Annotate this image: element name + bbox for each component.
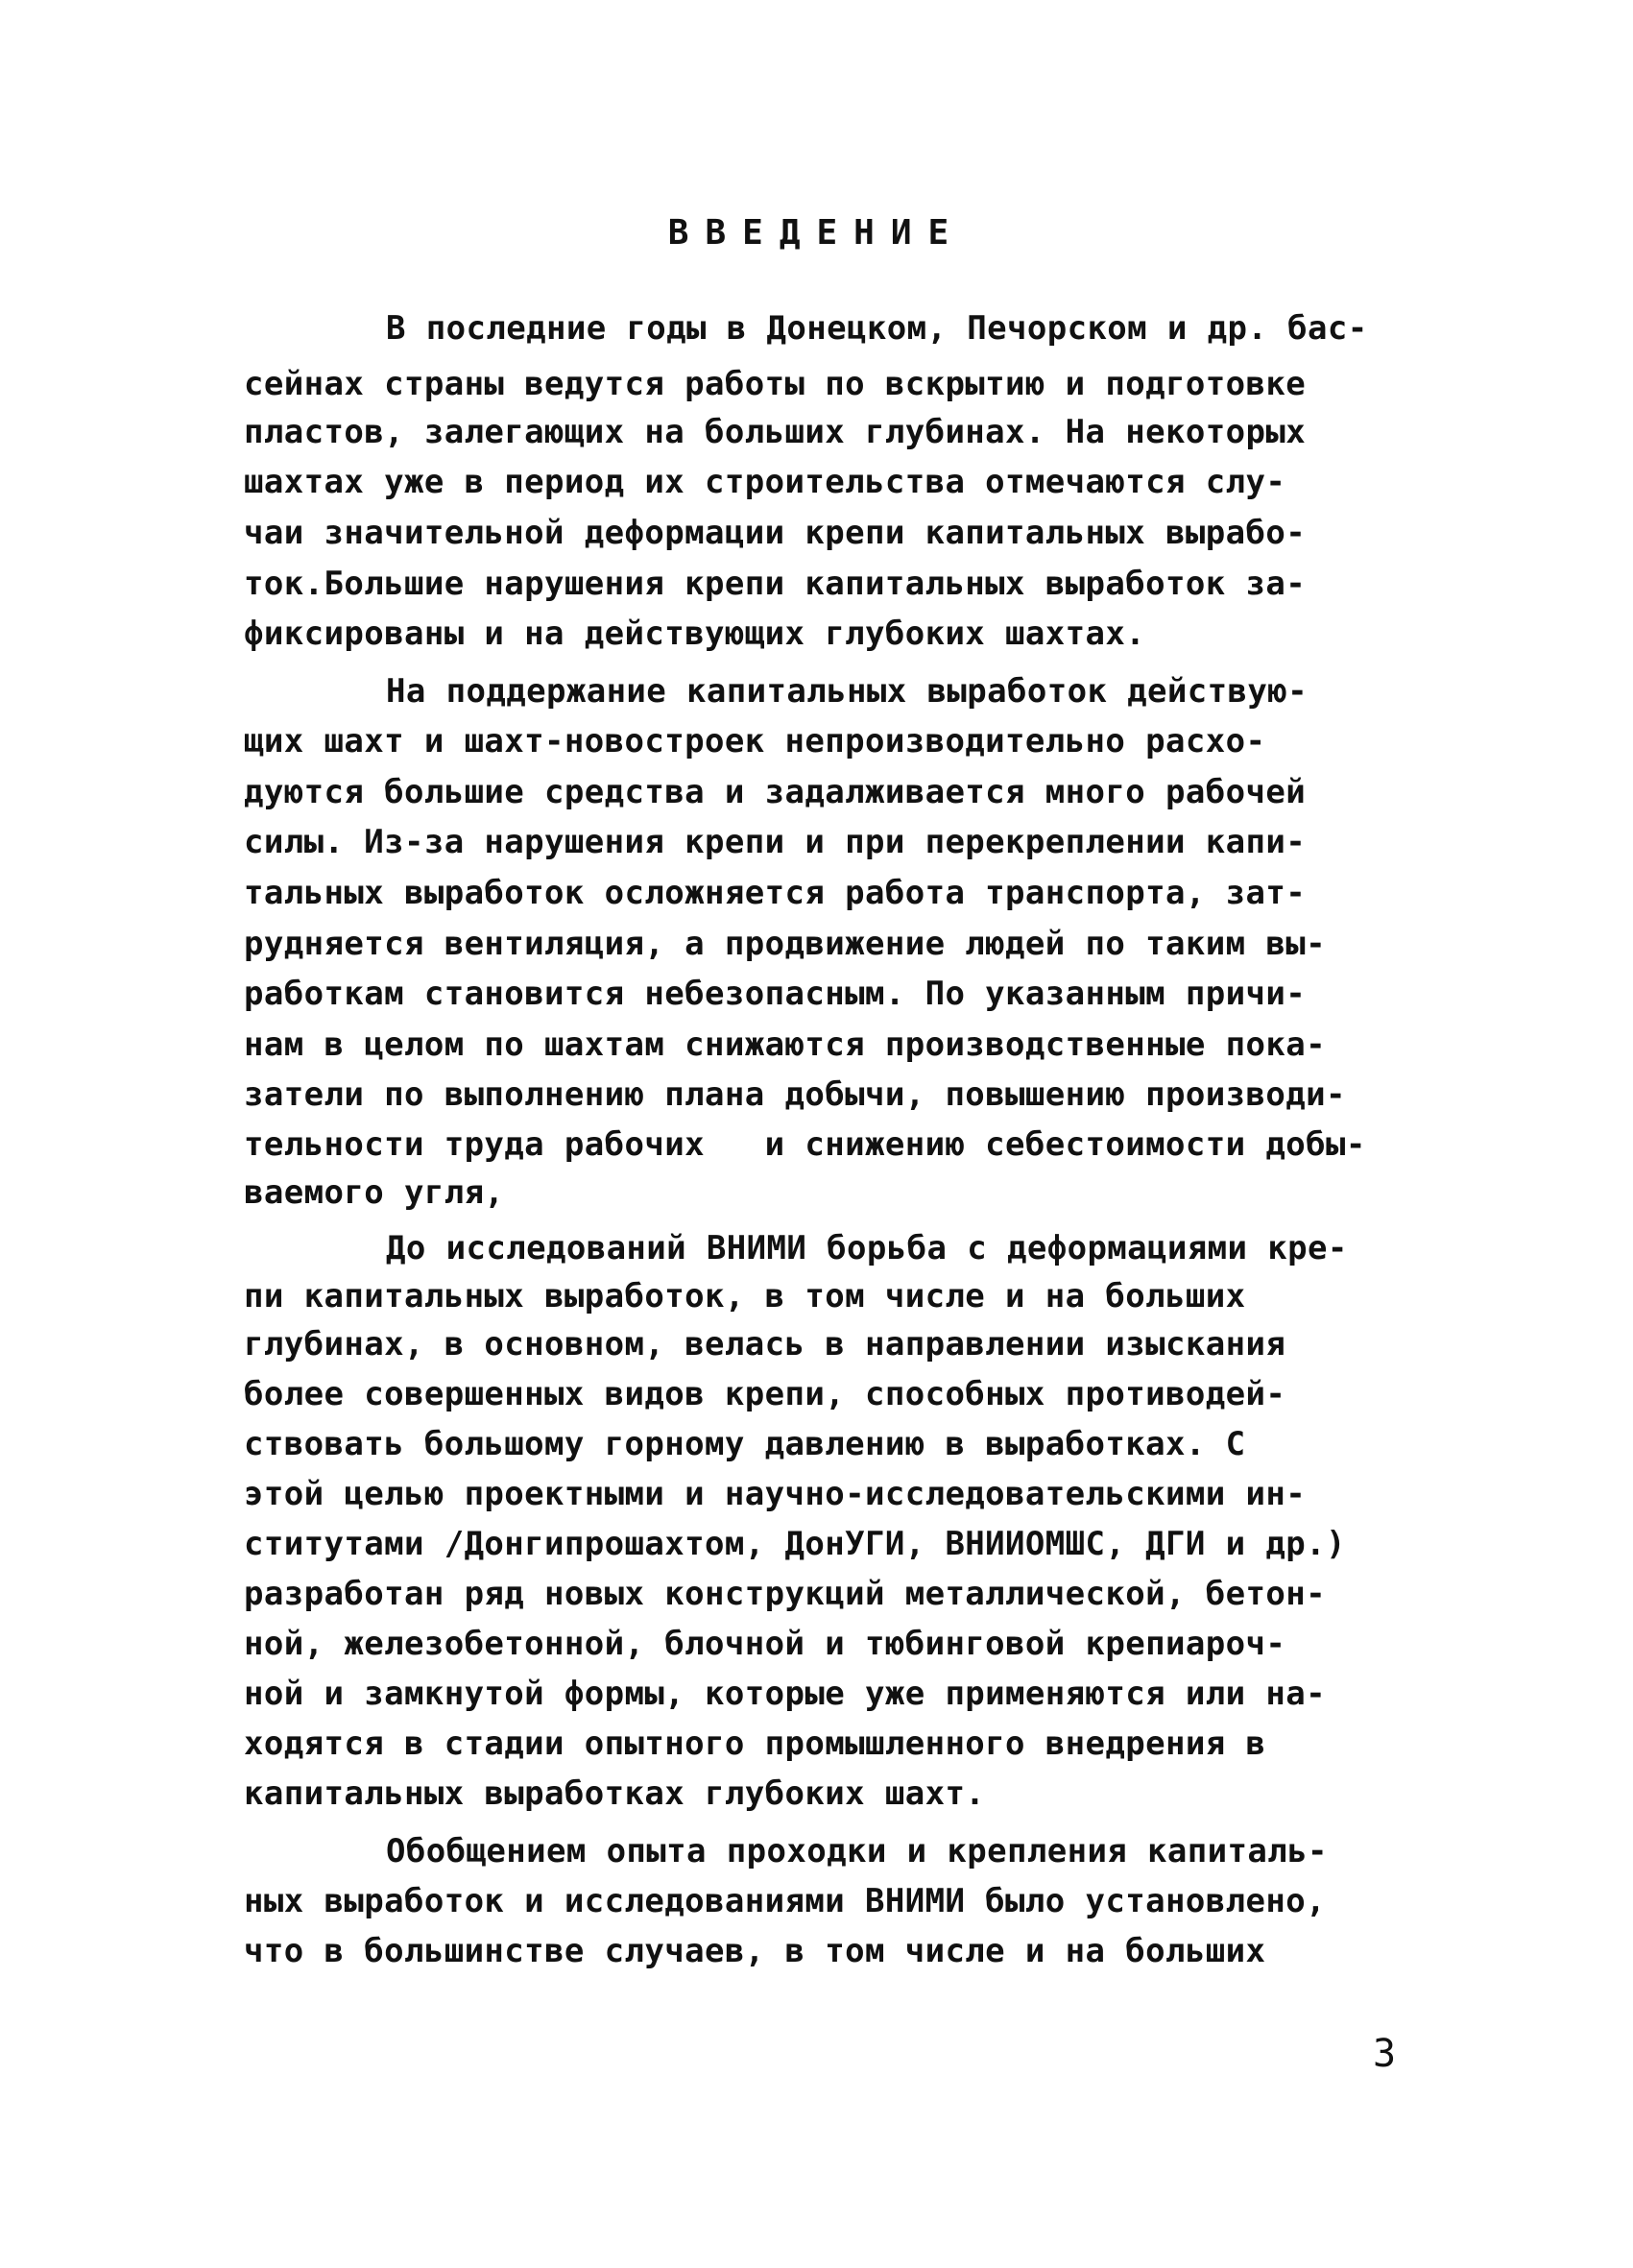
paragraph-2-line-9: затели по выполнению плана добычи, повышению производи- [244, 1075, 1346, 1114]
paragraph-1-line-1: В последние годы в Донецком, Печорском и др. бас- [386, 309, 1368, 348]
paragraph-2-line-11: ваемого угля, [244, 1173, 505, 1212]
paragraph-3-line-3: глубинах, в основном, велась в направлении изыскания [244, 1325, 1286, 1363]
paragraph-2-line-2: щих шахт и шахт-новостроек непроизводительно расхо- [244, 722, 1266, 760]
paragraph-1-line-6: ток.Большие нарушения крепи капитальных выработок за- [244, 565, 1307, 603]
page-number: 3 [1373, 2032, 1397, 2076]
paragraph-3-line-4: более совершенных видов крепи, способных противодей- [244, 1375, 1286, 1413]
paragraph-3-line-10: ной и замкнутой формы, которые уже применяются или на- [244, 1675, 1326, 1713]
paragraph-4-line-2: ных выработок и исследованиями ВНИМИ было установлено, [244, 1882, 1326, 1920]
paragraph-3-line-7: ститутами /Донгипрошахтом, ДонУГИ, ВНИИОМШС, ДГИ и др.) [244, 1525, 1346, 1563]
paragraph-3-line-11: ходятся в стадии опытного промышленного внедрения в [244, 1725, 1266, 1763]
paragraph-3-line-1: До исследований ВНИМИ борьба с деформациями кре- [386, 1229, 1348, 1267]
paragraph-3-line-12: капитальных выработках глубоких шахт. [244, 1774, 986, 1813]
paragraph-3-line-6: этой целью проектными и научно-исследовательскими ин- [244, 1475, 1307, 1513]
paragraph-2-line-6: рудняется вентиляция, а продвижение людей по таким вы- [244, 925, 1326, 963]
paragraph-2-line-4: силы. Из-за нарушения крепи и при перекреплении капи- [244, 823, 1307, 861]
paragraph-4-line-1: Обобщением опыта проходки и крепления капиталь- [386, 1832, 1328, 1870]
paragraph-2-line-7: работкам становится небезопасным. По указанным причи- [244, 975, 1307, 1013]
paragraph-2-line-3: дуются большие средства и задалживается много рабочей [244, 773, 1307, 811]
paragraph-2-line-5: тальных выработок осложняется работа транспорта, зат- [244, 874, 1307, 912]
page-title: ВВЕДЕНИЕ [667, 213, 966, 253]
paragraph-2-line-8: нам в целом по шахтам снижаются производственные пока- [244, 1025, 1326, 1064]
paragraph-2-line-10: тельности труда рабочих и снижению себестоимости добы- [244, 1125, 1366, 1164]
paragraph-3-line-5: ствовать большому горному давлению в выработках. С [244, 1425, 1246, 1463]
paragraph-1-line-3: пластов, залегающих на больших глубинах. На некоторых [244, 413, 1307, 451]
paragraph-2-line-1: На поддержание капитальных выработок действую- [386, 672, 1309, 711]
paragraph-1-line-5: чаи значительной деформации крепи капитальных вырабо- [244, 514, 1307, 552]
paragraph-3-line-2: пи капитальных выработок, в том числе и на больших [244, 1277, 1246, 1315]
paragraph-3-line-8: разработан ряд новых конструкций металлической, бетон- [244, 1575, 1326, 1613]
paragraph-1-line-2: сейнах страны ведутся работы по вскрытию и подготовке [244, 365, 1307, 403]
paragraph-3-line-9: ной, железобетонной, блочной и тюбинговой крепиароч- [244, 1625, 1286, 1663]
paragraph-1-line-7: фиксированы и на действующих глубоких шахтах. [244, 615, 1146, 653]
paragraph-4-line-3: что в большинстве случаев, в том числе и на больших [244, 1932, 1266, 1970]
paragraph-1-line-4: шахтах уже в период их строительства отмечаются слу- [244, 463, 1286, 501]
